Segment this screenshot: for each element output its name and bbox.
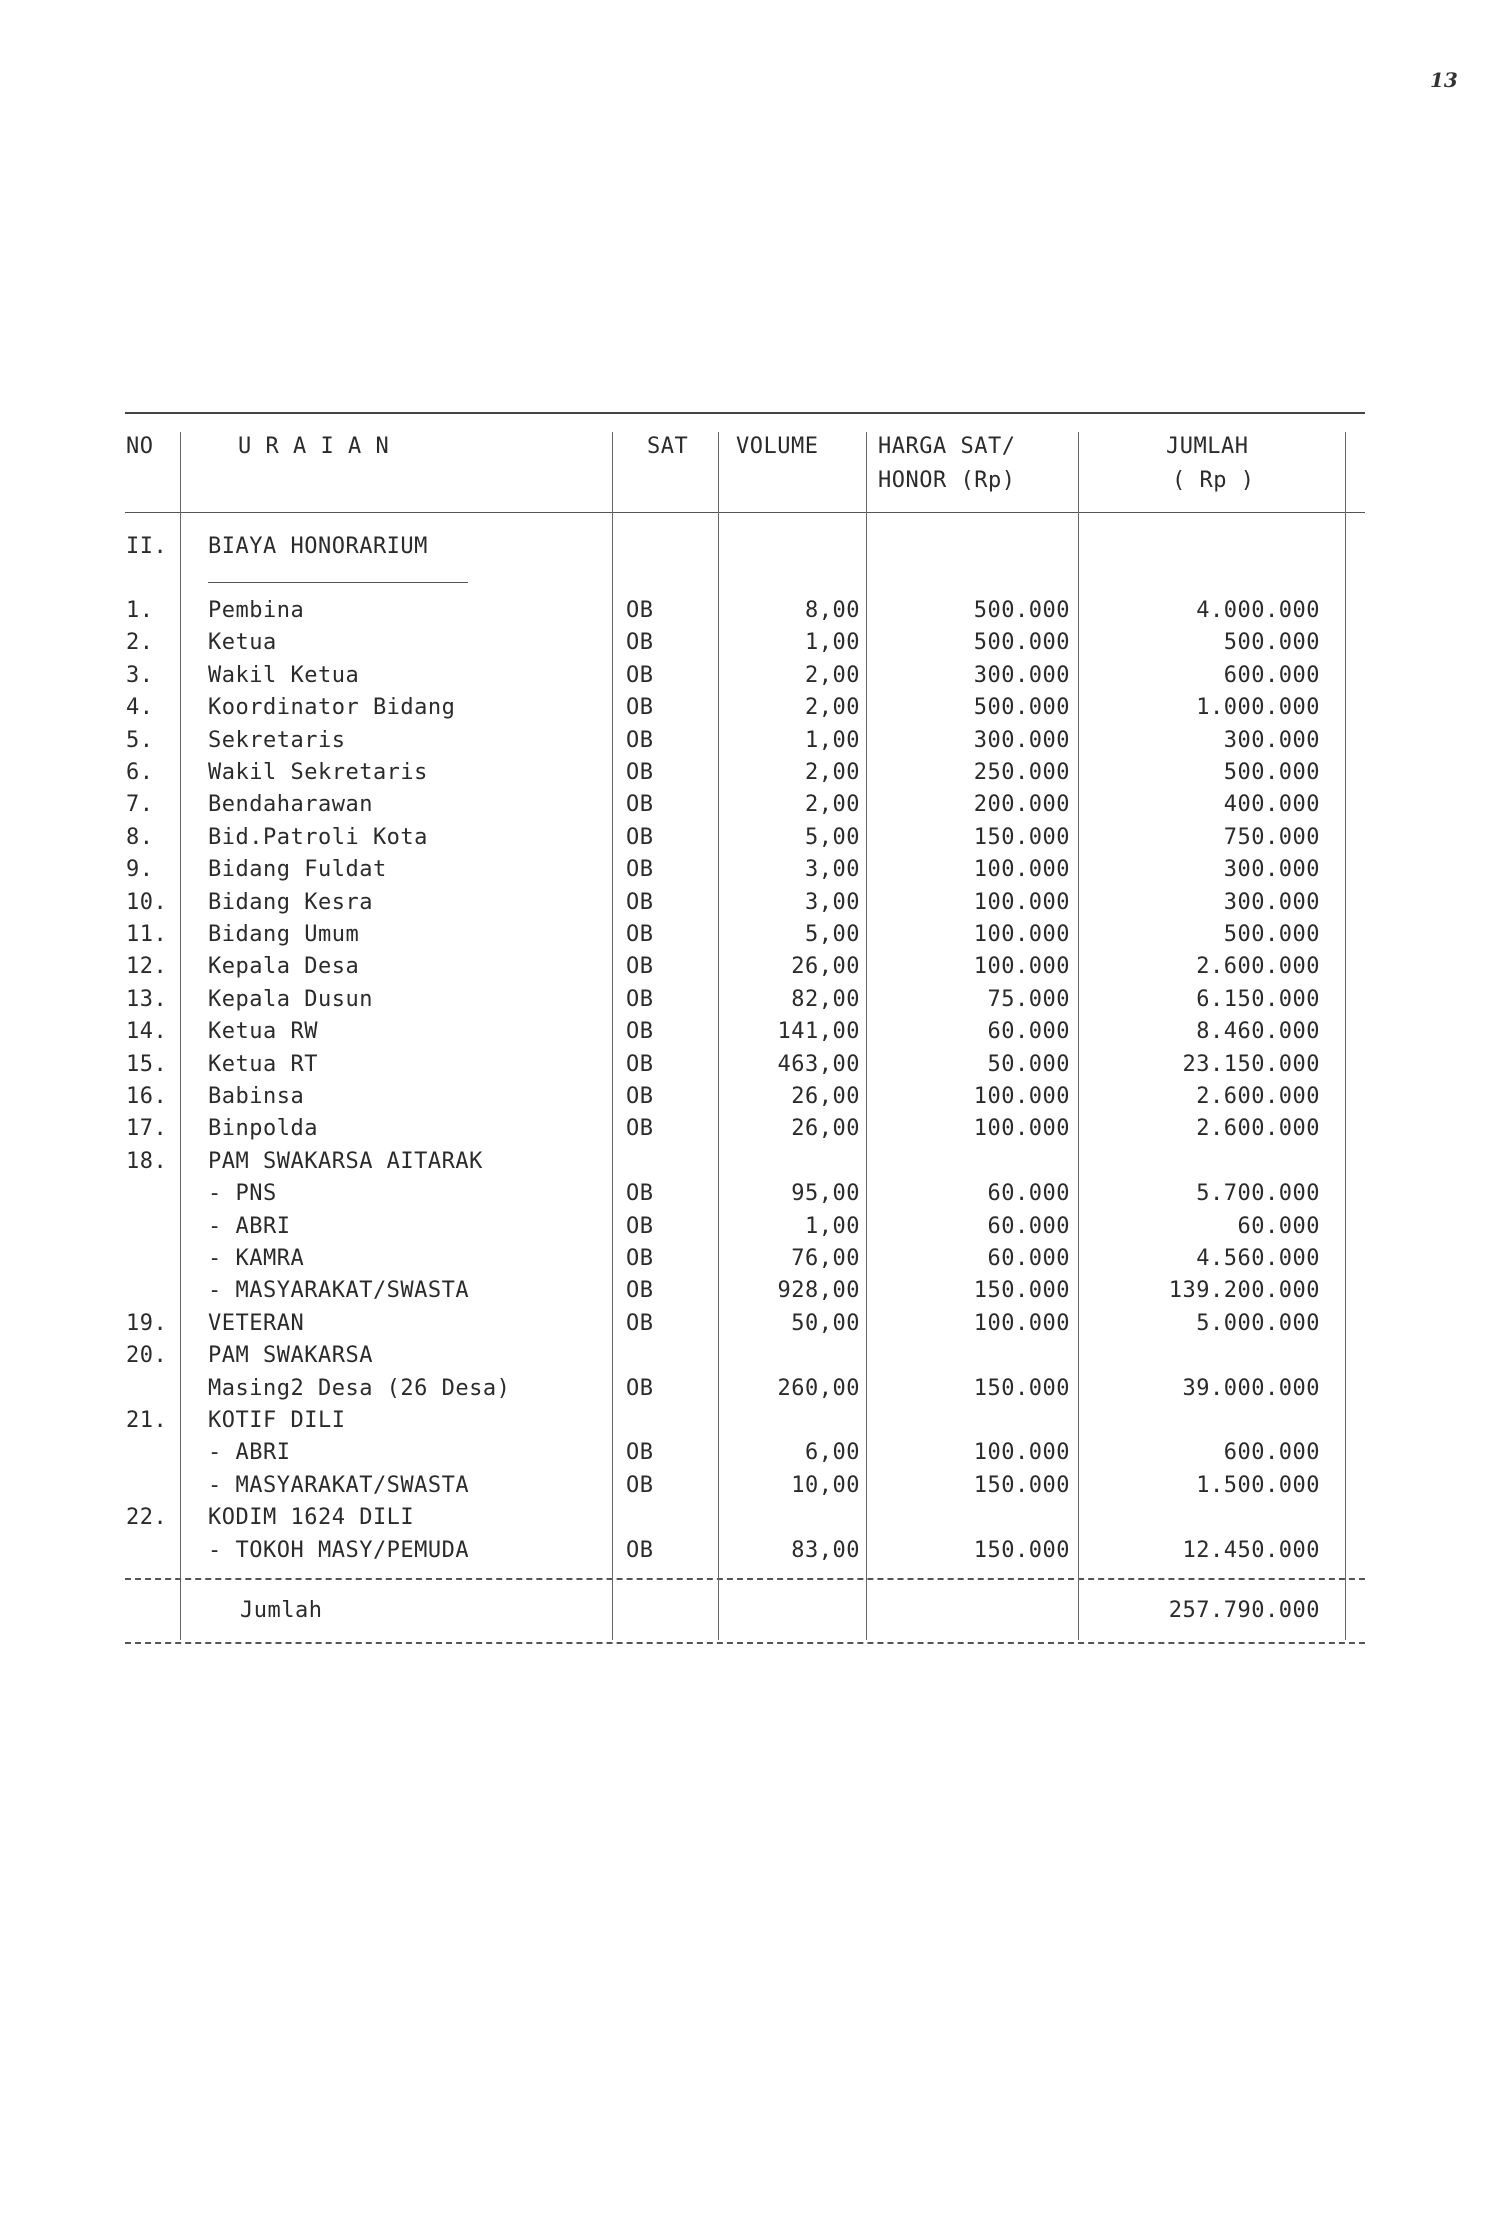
row-harga: 500.000 bbox=[973, 695, 1070, 720]
row-jumlah: 500.000 bbox=[1223, 760, 1320, 785]
row-uraian: Wakil Ketua bbox=[208, 663, 360, 688]
row-harga: 100.000 bbox=[973, 857, 1070, 882]
row-harga: 100.000 bbox=[973, 1084, 1070, 1109]
section-title: BIAYA HONORARIUM bbox=[208, 534, 428, 559]
row-uraian: Bidang Fuldat bbox=[208, 857, 387, 882]
row-sat: OB bbox=[626, 1214, 654, 1239]
total-label: Jumlah bbox=[240, 1598, 323, 1623]
column-separator bbox=[180, 432, 181, 1640]
row-no: 2. bbox=[126, 630, 154, 655]
row-no: 1. bbox=[126, 598, 154, 623]
row-uraian: Ketua bbox=[208, 630, 277, 655]
row-harga: 500.000 bbox=[973, 598, 1070, 623]
row-no: 5. bbox=[126, 728, 154, 753]
row-no: 8. bbox=[126, 825, 154, 850]
row-jumlah: 2.600.000 bbox=[1196, 1116, 1320, 1141]
table-top-rule bbox=[125, 412, 1365, 414]
row-volume: 76,00 bbox=[791, 1246, 860, 1271]
row-jumlah: 300.000 bbox=[1223, 728, 1320, 753]
row-volume: 5,00 bbox=[805, 922, 860, 947]
column-separator bbox=[718, 432, 719, 1640]
row-volume: 50,00 bbox=[791, 1311, 860, 1336]
row-jumlah: 2.600.000 bbox=[1196, 954, 1320, 979]
row-sat: OB bbox=[626, 1181, 654, 1206]
header-harga-line1: HARGA SAT/ bbox=[878, 434, 1016, 459]
column-separator bbox=[1078, 432, 1079, 1640]
row-uraian: Bendaharawan bbox=[208, 792, 373, 817]
row-volume: 10,00 bbox=[791, 1473, 860, 1498]
row-volume: 6,00 bbox=[805, 1440, 860, 1465]
row-harga: 100.000 bbox=[973, 954, 1070, 979]
row-jumlah: 750.000 bbox=[1223, 825, 1320, 850]
row-harga: 300.000 bbox=[973, 728, 1070, 753]
row-harga: 250.000 bbox=[973, 760, 1070, 785]
row-sat: OB bbox=[626, 792, 654, 817]
row-no: 9. bbox=[126, 857, 154, 882]
total-separator bbox=[125, 1578, 1365, 1580]
row-jumlah: 4.000.000 bbox=[1196, 598, 1320, 623]
row-volume: 2,00 bbox=[805, 663, 860, 688]
row-no: 11. bbox=[126, 922, 168, 947]
row-sat: OB bbox=[626, 598, 654, 623]
row-harga: 300.000 bbox=[973, 663, 1070, 688]
row-no: 13. bbox=[126, 987, 168, 1012]
row-no: 18. bbox=[126, 1149, 168, 1174]
row-volume: 141,00 bbox=[777, 1019, 860, 1044]
total-value: 257.790.000 bbox=[1168, 1598, 1320, 1623]
row-jumlah: 23.150.000 bbox=[1182, 1052, 1320, 1077]
row-volume: 1,00 bbox=[805, 630, 860, 655]
row-volume: 26,00 bbox=[791, 1116, 860, 1141]
row-harga: 50.000 bbox=[987, 1052, 1070, 1077]
row-uraian: - ABRI bbox=[208, 1214, 291, 1239]
row-jumlah: 500.000 bbox=[1223, 922, 1320, 947]
row-sat: OB bbox=[626, 1019, 654, 1044]
row-uraian: Koordinator Bidang bbox=[208, 695, 456, 720]
row-uraian: PAM SWAKARSA bbox=[208, 1343, 373, 1368]
header-jumlah-line2: ( Rp ) bbox=[1172, 468, 1255, 493]
header-sat: SAT bbox=[647, 434, 689, 459]
row-jumlah: 400.000 bbox=[1223, 792, 1320, 817]
column-separator bbox=[1345, 432, 1346, 1640]
row-harga: 150.000 bbox=[973, 1376, 1070, 1401]
row-uraian: Bid.Patroli Kota bbox=[208, 825, 428, 850]
table-bottom-rule bbox=[125, 1642, 1365, 1644]
row-uraian: Wakil Sekretaris bbox=[208, 760, 428, 785]
row-sat: OB bbox=[626, 857, 654, 882]
row-jumlah: 39.000.000 bbox=[1182, 1376, 1320, 1401]
row-uraian: Bidang Umum bbox=[208, 922, 360, 947]
row-jumlah: 8.460.000 bbox=[1196, 1019, 1320, 1044]
row-no: 6. bbox=[126, 760, 154, 785]
row-harga: 100.000 bbox=[973, 922, 1070, 947]
row-harga: 75.000 bbox=[987, 987, 1070, 1012]
row-uraian: KOTIF DILI bbox=[208, 1408, 346, 1433]
row-harga: 500.000 bbox=[973, 630, 1070, 655]
row-jumlah: 139.200.000 bbox=[1168, 1278, 1320, 1303]
row-sat: OB bbox=[626, 890, 654, 915]
row-jumlah: 12.450.000 bbox=[1182, 1538, 1320, 1563]
row-harga: 60.000 bbox=[987, 1019, 1070, 1044]
row-volume: 2,00 bbox=[805, 760, 860, 785]
row-uraian: Sekretaris bbox=[208, 728, 346, 753]
row-volume: 1,00 bbox=[805, 1214, 860, 1239]
row-volume: 3,00 bbox=[805, 890, 860, 915]
row-no: 10. bbox=[126, 890, 168, 915]
header-jumlah-line1: JUMLAH bbox=[1166, 434, 1249, 459]
row-harga: 60.000 bbox=[987, 1246, 1070, 1271]
row-uraian: - KAMRA bbox=[208, 1246, 305, 1271]
row-no: 17. bbox=[126, 1116, 168, 1141]
row-harga: 100.000 bbox=[973, 1311, 1070, 1336]
row-uraian: - TOKOH MASY/PEMUDA bbox=[208, 1538, 470, 1563]
page-number: 13 bbox=[1430, 68, 1458, 92]
row-sat: OB bbox=[626, 825, 654, 850]
row-uraian: - MASYARAKAT/SWASTA bbox=[208, 1278, 470, 1303]
row-volume: 1,00 bbox=[805, 728, 860, 753]
row-sat: OB bbox=[626, 1246, 654, 1271]
row-jumlah: 1.000.000 bbox=[1196, 695, 1320, 720]
row-harga: 150.000 bbox=[973, 1473, 1070, 1498]
row-uraian: Binpolda bbox=[208, 1116, 318, 1141]
row-uraian: Ketua RW bbox=[208, 1019, 318, 1044]
header-no: NO bbox=[126, 434, 154, 459]
row-no: 14. bbox=[126, 1019, 168, 1044]
row-no: 7. bbox=[126, 792, 154, 817]
row-uraian: Kepala Desa bbox=[208, 954, 360, 979]
row-jumlah: 6.150.000 bbox=[1196, 987, 1320, 1012]
row-volume: 26,00 bbox=[791, 1084, 860, 1109]
row-sat: OB bbox=[626, 1473, 654, 1498]
row-no: 4. bbox=[126, 695, 154, 720]
row-volume: 82,00 bbox=[791, 987, 860, 1012]
header-harga-line2: HONOR (Rp) bbox=[878, 468, 1016, 493]
row-sat: OB bbox=[626, 1084, 654, 1109]
row-harga: 100.000 bbox=[973, 1440, 1070, 1465]
row-uraian: Babinsa bbox=[208, 1084, 305, 1109]
column-separator bbox=[612, 432, 613, 1640]
row-uraian: Masing2 Desa (26 Desa) bbox=[208, 1376, 511, 1401]
row-harga: 60.000 bbox=[987, 1181, 1070, 1206]
row-jumlah: 60.000 bbox=[1237, 1214, 1320, 1239]
row-jumlah: 4.560.000 bbox=[1196, 1246, 1320, 1271]
row-sat: OB bbox=[626, 695, 654, 720]
row-uraian: KODIM 1624 DILI bbox=[208, 1505, 415, 1530]
row-no: 16. bbox=[126, 1084, 168, 1109]
row-jumlah: 600.000 bbox=[1223, 663, 1320, 688]
row-harga: 150.000 bbox=[973, 825, 1070, 850]
row-uraian: PAM SWAKARSA AITARAK bbox=[208, 1149, 483, 1174]
row-harga: 150.000 bbox=[973, 1278, 1070, 1303]
row-no: 15. bbox=[126, 1052, 168, 1077]
row-jumlah: 300.000 bbox=[1223, 857, 1320, 882]
row-uraian: - MASYARAKAT/SWASTA bbox=[208, 1473, 470, 1498]
column-separator bbox=[866, 432, 867, 1640]
row-jumlah: 5.700.000 bbox=[1196, 1181, 1320, 1206]
row-uraian: - ABRI bbox=[208, 1440, 291, 1465]
row-sat: OB bbox=[626, 954, 654, 979]
row-no: 3. bbox=[126, 663, 154, 688]
row-harga: 100.000 bbox=[973, 890, 1070, 915]
row-uraian: Pembina bbox=[208, 598, 305, 623]
row-sat: OB bbox=[626, 1116, 654, 1141]
row-jumlah: 500.000 bbox=[1223, 630, 1320, 655]
row-harga: 150.000 bbox=[973, 1538, 1070, 1563]
row-sat: OB bbox=[626, 1278, 654, 1303]
row-harga: 100.000 bbox=[973, 1116, 1070, 1141]
row-uraian: VETERAN bbox=[208, 1311, 305, 1336]
row-jumlah: 2.600.000 bbox=[1196, 1084, 1320, 1109]
row-no: 21. bbox=[126, 1408, 168, 1433]
row-sat: OB bbox=[626, 630, 654, 655]
row-harga: 60.000 bbox=[987, 1214, 1070, 1239]
row-jumlah: 1.500.000 bbox=[1196, 1473, 1320, 1498]
row-volume: 2,00 bbox=[805, 695, 860, 720]
row-harga: 200.000 bbox=[973, 792, 1070, 817]
row-volume: 8,00 bbox=[805, 598, 860, 623]
row-sat: OB bbox=[626, 1538, 654, 1563]
row-volume: 928,00 bbox=[777, 1278, 860, 1303]
row-sat: OB bbox=[626, 1052, 654, 1077]
row-sat: OB bbox=[626, 663, 654, 688]
row-jumlah: 300.000 bbox=[1223, 890, 1320, 915]
row-uraian: Kepala Dusun bbox=[208, 987, 373, 1012]
row-sat: OB bbox=[626, 1376, 654, 1401]
row-volume: 95,00 bbox=[791, 1181, 860, 1206]
row-sat: OB bbox=[626, 760, 654, 785]
row-volume: 2,00 bbox=[805, 792, 860, 817]
row-sat: OB bbox=[626, 1440, 654, 1465]
row-jumlah: 5.000.000 bbox=[1196, 1311, 1320, 1336]
row-no: 12. bbox=[126, 954, 168, 979]
header-divider bbox=[125, 512, 1365, 513]
row-volume: 5,00 bbox=[805, 825, 860, 850]
header-uraian: U R A I A N bbox=[238, 434, 390, 459]
row-uraian: Bidang Kesra bbox=[208, 890, 373, 915]
row-jumlah: 600.000 bbox=[1223, 1440, 1320, 1465]
row-sat: OB bbox=[626, 1311, 654, 1336]
row-no: 22. bbox=[126, 1505, 168, 1530]
row-volume: 26,00 bbox=[791, 954, 860, 979]
row-sat: OB bbox=[626, 922, 654, 947]
row-sat: OB bbox=[626, 987, 654, 1012]
row-uraian: Ketua RT bbox=[208, 1052, 318, 1077]
row-volume: 83,00 bbox=[791, 1538, 860, 1563]
row-volume: 3,00 bbox=[805, 857, 860, 882]
row-no: 19. bbox=[126, 1311, 168, 1336]
row-volume: 260,00 bbox=[777, 1376, 860, 1401]
row-uraian: - PNS bbox=[208, 1181, 277, 1206]
row-volume: 463,00 bbox=[777, 1052, 860, 1077]
section-underline bbox=[208, 582, 468, 583]
section-no: II. bbox=[126, 534, 168, 559]
row-sat: OB bbox=[626, 728, 654, 753]
header-volume: VOLUME bbox=[736, 434, 819, 459]
row-no: 20. bbox=[126, 1343, 168, 1368]
